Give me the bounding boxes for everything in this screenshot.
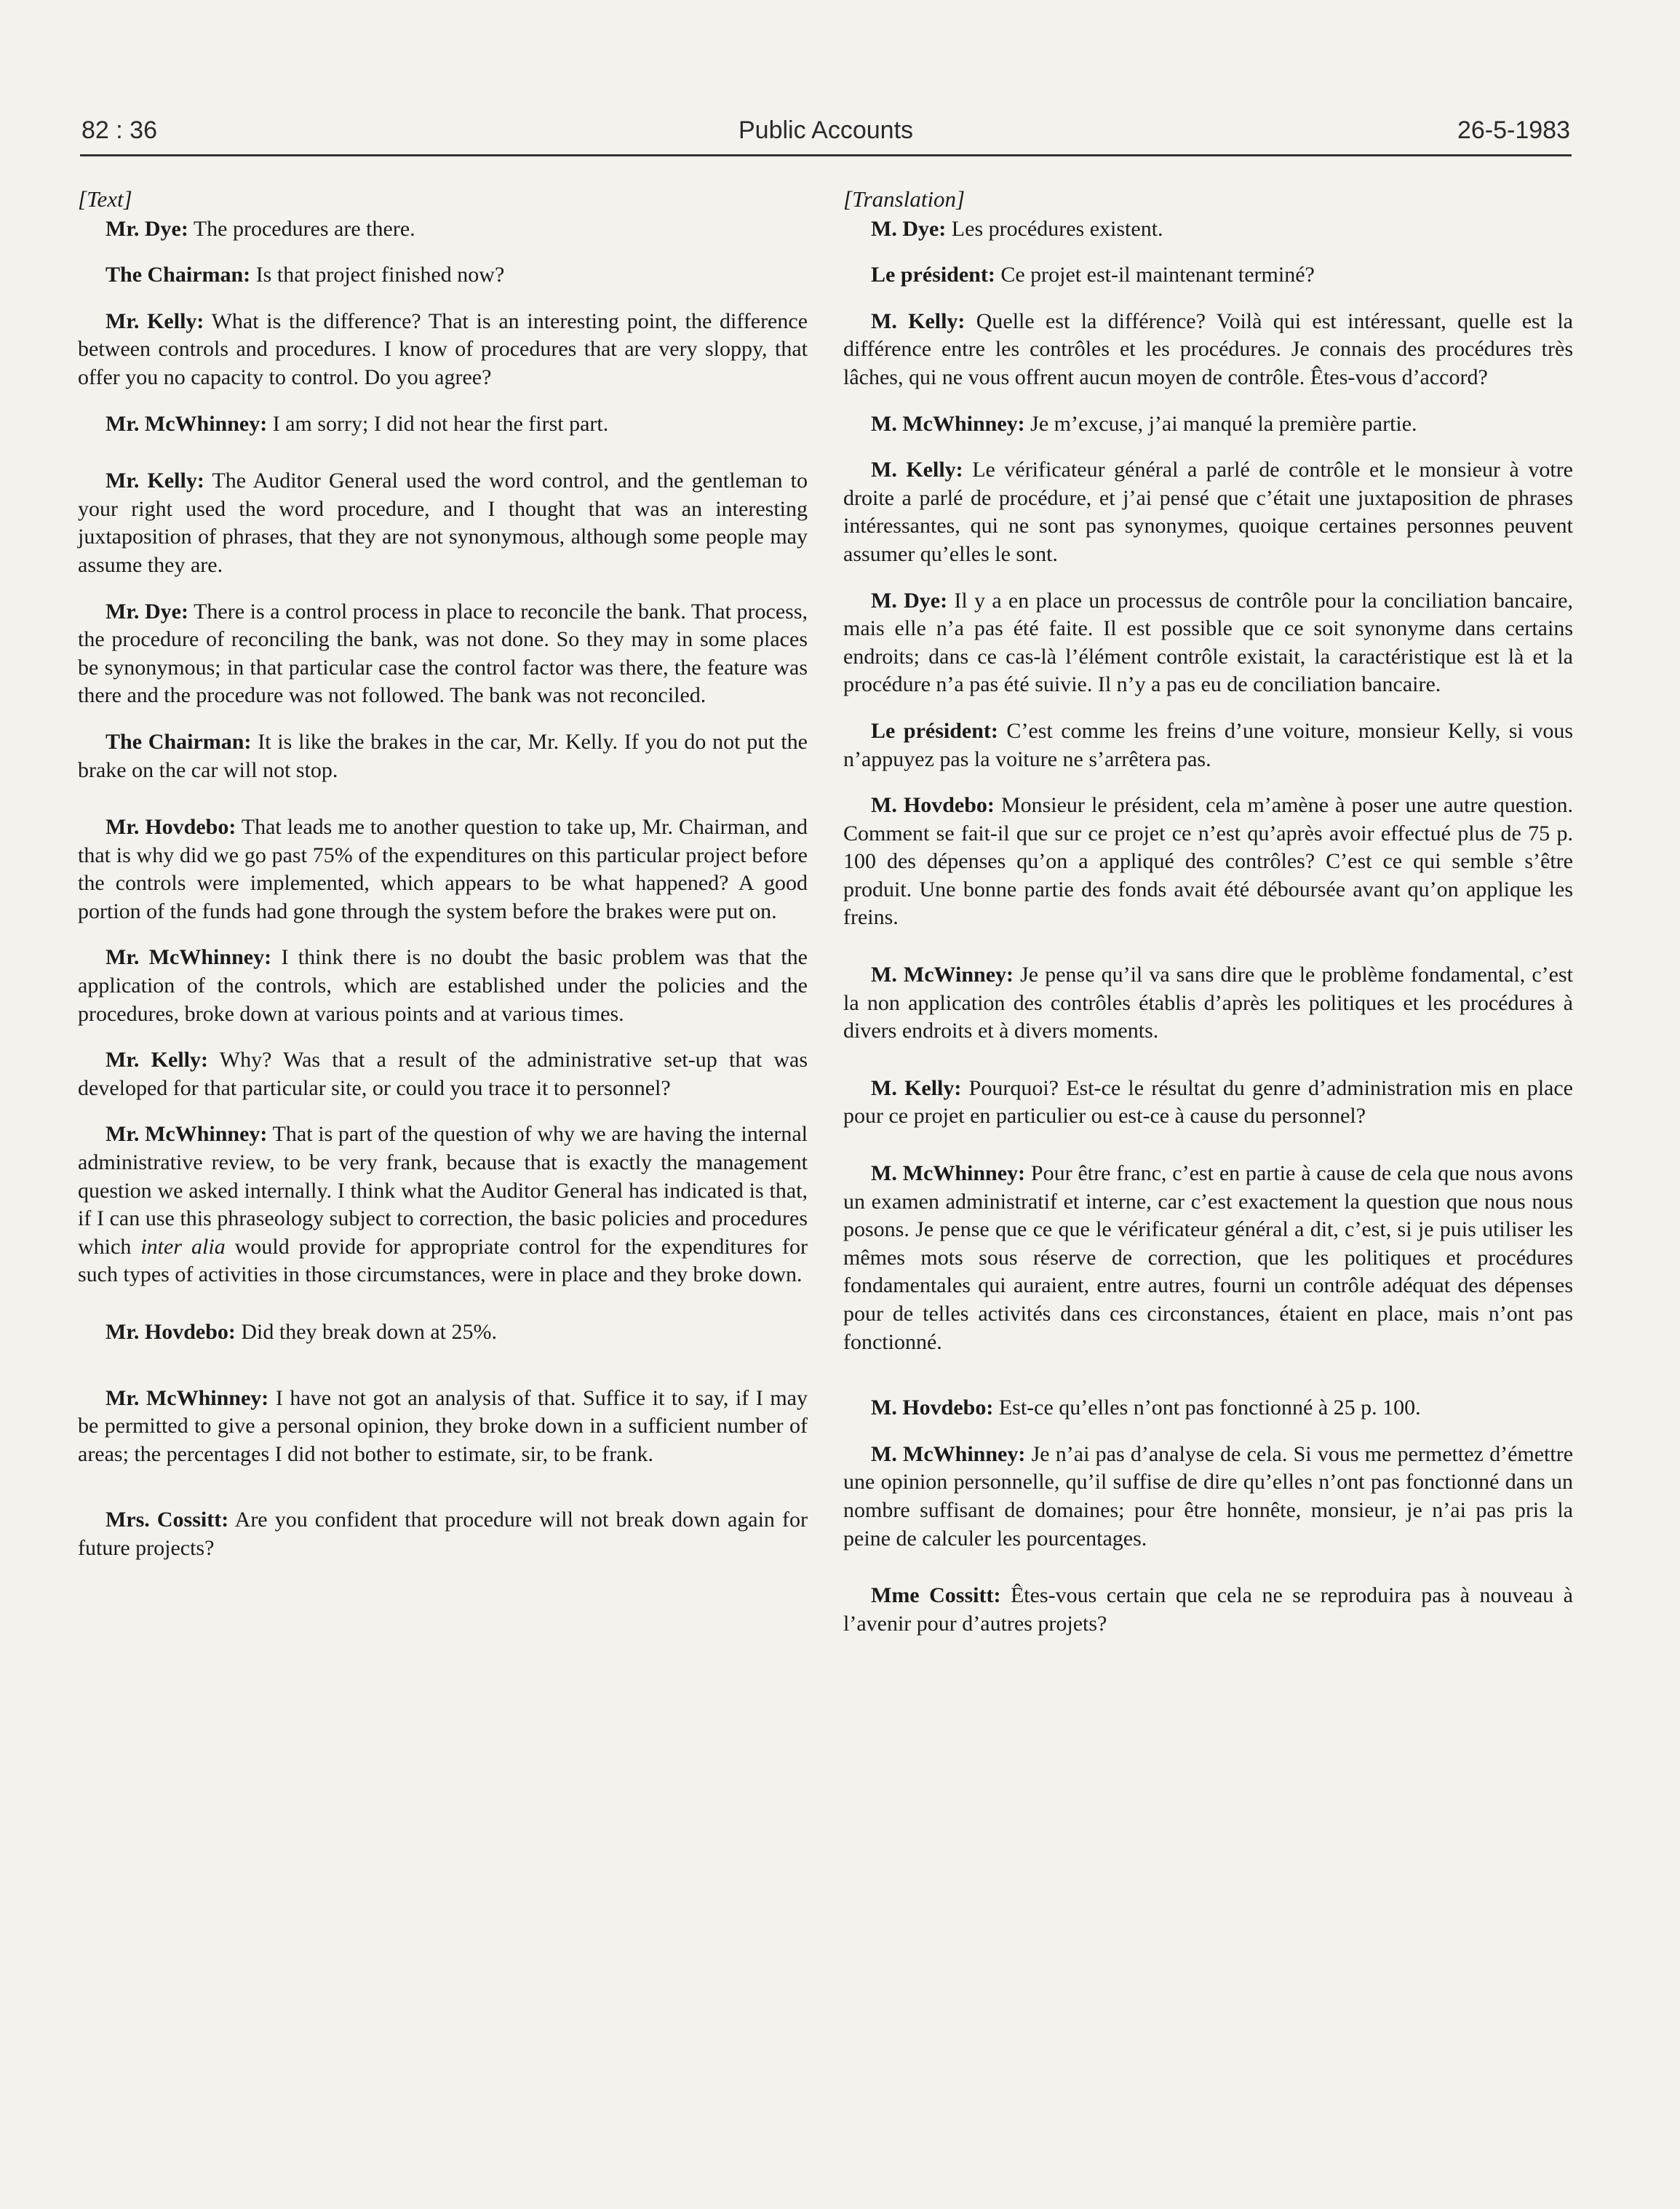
- speech-text: Is that project finished now?: [250, 263, 505, 287]
- speech-text: Monsieur le président, cela m’amène à poser une autre question. Comment se fait-il que sur ce projet ce n’est qu’après avoir effectué plus de 75 p. 100 des dépenses qu’on a appliqué des contrôles? C’est ce qui semble s’être produit. Une bonne partie des fonds avait été déboursée avant qu’on applique les freins.: [843, 793, 1573, 930]
- speaker-name: M. McWhinney:: [871, 1161, 1026, 1186]
- speaker-name: Mr. Dye:: [106, 599, 188, 624]
- speech-paragraph: [78, 598, 808, 710]
- speaker-name: Mr. McWhinney:: [106, 1122, 268, 1147]
- speaker-name: Mr. McWhinney:: [106, 411, 268, 436]
- speech-paragraph: [78, 1385, 808, 1469]
- speaker-name: Mr. Dye:: [106, 216, 188, 241]
- speech-text: That leads me to another question to take up, Mr. Chairman, and that is why did we go past 75% of the expenditures on this particular project before the controls were implemented, which appears to be what happened? A good portion of the funds had gone through the system before the brakes were put on.: [78, 815, 808, 923]
- speech-paragraph: [843, 215, 1573, 244]
- speech-paragraph: [78, 1506, 808, 1562]
- speech-paragraph: [843, 456, 1573, 568]
- speech-text: Why? Was that a result of the administrative set-up that was developed for that particular site, or could you trace it to personnel?: [78, 1048, 808, 1100]
- speaker-name: The Chairman:: [106, 263, 251, 287]
- running-title: Public Accounts: [738, 116, 914, 144]
- speech-text: Did they break down at 25%.: [235, 1320, 497, 1344]
- speaker-name: M. Dye:: [871, 588, 948, 613]
- speech-text: Je n’ai pas d’analyse de cela. Si vous me permettez d’émettre une opinion personnelle, qu’il suffise de dire qu’elles n’ont pas fonctionné dans un nombre suffisant de domaines; pour être honnête, monsieur, je n’ai pas pris la peine de calculer les pourcentages.: [843, 1441, 1574, 1551]
- speech-text: The Auditor General used the word control, and the gentleman to your right used the word procedure, and I thought that was an interesting juxtaposition of phrases, that they are not synonymous, although some people may assume they are.: [78, 469, 808, 577]
- speech-paragraph: [843, 1582, 1573, 1638]
- speech-text: Pour être franc, c’est en partie à cause de cela que nous avons un examen administratif et interne, car c’est exactement la question que nous nous posons. Je pense que ce que le vérificateur général a dit, c’est, si je puis utiliser les mêmes mots sous réserve de correction, que les politiques et procédures fondamentales qui auraient, entre autres, fourni un contrôle adéquat des dépenses pour de telles activités dans ces circonstances, étaient en place, mais n’ont pas fonctionné.: [843, 1161, 1574, 1354]
- speaker-name: M. Kelly:: [871, 458, 963, 482]
- speech-text: I think there is no doubt the basic problem was that the application of the controls, which are established under the policies and the procedures, broke down at various points and at various times.: [78, 945, 808, 1026]
- speech-text: There is a control process in place to reconcile the bank. That process, the procedure of reconciling the bank, was not done. So they may in some places be synonymous; in that particular case the control factor was there, the feature was there and the procedure was not followed. The bank was not reconciled.: [78, 599, 808, 708]
- speaker-name: Mr. Kelly:: [106, 469, 204, 493]
- speech-paragraph: [78, 410, 808, 439]
- speaker-name: M. McWhinney:: [871, 1441, 1026, 1466]
- speech-paragraph: [78, 1046, 808, 1102]
- speech-paragraph: [78, 261, 808, 290]
- speech-text: It is like the brakes in the car, Mr. Kelly. If you do not put the brake on the car will not stop.: [78, 729, 808, 782]
- speech-paragraph: [843, 961, 1573, 1046]
- speaker-name: M. Hovdebo:: [871, 793, 995, 818]
- speaker-name: Mr. Hovdebo:: [106, 815, 236, 840]
- column-tag: [Translation]: [843, 186, 966, 212]
- speech-paragraph: [843, 308, 1573, 392]
- speaker-name: The Chairman:: [106, 729, 252, 754]
- speech-paragraph: [843, 261, 1573, 290]
- english-column: [78, 186, 808, 1581]
- speaker-name: M. McWinney:: [871, 963, 1014, 987]
- page-number: 82 : 36: [81, 116, 157, 144]
- latin-phrase: inter alia: [140, 1234, 226, 1259]
- speech-text: Êtes-vous certain que cela ne se reproduira pas à nouveau à l’avenir pour d’autres projets?: [843, 1583, 1573, 1636]
- speech-text: Pourquoi? Est-ce le résultat du genre d’administration mis en place pour ce projet en particulier ou est-ce à cause du personnel?: [843, 1075, 1573, 1129]
- speech-text: Ce projet est-il maintenant terminé?: [995, 263, 1315, 287]
- speech-text: Are you confident that procedure will not break down again for future projects?: [78, 1508, 808, 1560]
- speech-paragraph: [78, 944, 808, 1028]
- speaker-name: Mme Cossitt:: [871, 1583, 1001, 1608]
- speaker-name: M. Kelly:: [871, 1075, 962, 1100]
- speaker-name: M. Dye:: [871, 216, 947, 241]
- speech-paragraph: [843, 1441, 1573, 1553]
- page-date: 26-5-1983: [1457, 116, 1570, 144]
- speech-paragraph: [843, 1394, 1573, 1422]
- speech-paragraph: [843, 717, 1573, 773]
- speaker-name: Mr. Hovdebo:: [106, 1320, 236, 1344]
- speech-text: Quelle est la différence? Voilà qui est intéressant, quelle est la différence entre les contrôles et les procédures. Je connais des procédures très lâches, qui ne vous offrent aucun moyen de contrôle. Êtes-vous d’accord?: [843, 309, 1573, 389]
- speech-paragraph: [843, 410, 1573, 439]
- speech-text: C’est comme les freins d’une voiture, monsieur Kelly, si vous n’appuyez pas la voiture ne s’arrêtera pas.: [843, 718, 1573, 771]
- speech-paragraph: [78, 215, 808, 244]
- speech-paragraph: [78, 1121, 808, 1289]
- speech-paragraph: [78, 308, 808, 392]
- speech-text: Il y a en place un processus de contrôle pour la conciliation bancaire, mais elle n’a pas été faite. Il est possible que ce soit synonyme dans certains endroits; dans ce cas-là l’élément contrôle existait, la caractéristique est là et la procédure n’a pas été suivie. Il n’y a pas eu de conciliation bancaire.: [843, 588, 1573, 697]
- speech-text: I am sorry; I did not hear the first part.: [267, 411, 609, 436]
- speech-paragraph: [843, 792, 1573, 932]
- speech-paragraph: [843, 1075, 1573, 1131]
- speech-text: Le vérificateur général a parlé de contrôle et le monsieur à votre droite a parlé de procédure, et j’ai pensé que c’était une juxtaposition de phrases intéressantes, qui ne sont pas synonymes, quoique certaines personnes peuvent assumer qu’elles le sont.: [843, 458, 1573, 566]
- speech-paragraph: [843, 1160, 1573, 1356]
- speaker-name: Mr. Kelly:: [106, 1048, 208, 1072]
- speaker-name: Le président:: [871, 718, 998, 743]
- speech-paragraph: [843, 587, 1573, 699]
- speaker-name: Mr. McWhinney:: [106, 1385, 269, 1410]
- speaker-name: Mr. McWhinney:: [106, 945, 272, 970]
- speaker-name: Le président:: [871, 263, 995, 287]
- speech-paragraph: [78, 813, 808, 926]
- speech-paragraph: [78, 1318, 808, 1347]
- header-rule: [80, 154, 1572, 156]
- speech-paragraph: [78, 467, 808, 579]
- speech-text: What is the difference? That is an interesting point, the difference between controls and procedures. I know of procedures that are very sloppy, that offer you no capacity to control. Do you agree?: [78, 309, 808, 389]
- speech-text: Les procédures existent.: [946, 216, 1163, 241]
- speech-text-continued: would provide for appropriate control for the expenditures for such types of activities in those circumstances, were in place and they broke down.: [78, 1234, 808, 1287]
- speech-text: Je m’excuse, j’ai manqué la première partie.: [1024, 411, 1417, 436]
- speech-text: That is part of the question of why we are having the internal administrative review, to be very frank, because that is exactly the management question we asked internally. I think what the Auditor General has indicated is that, if I can use this phraseology subject to correction, the basic policies and procedures which: [78, 1122, 808, 1259]
- speaker-name: Mrs. Cossitt:: [106, 1508, 229, 1532]
- speaker-name: Mr. Kelly:: [106, 309, 204, 333]
- speech-paragraph: [78, 728, 808, 784]
- french-column: [843, 186, 1573, 1656]
- speaker-name: M. McWhinney:: [871, 411, 1025, 436]
- speech-text: Je pense qu’il va sans dire que le problème fondamental, c’est la non application des contrôles établis d’après les politiques et les procédures à divers endroits et à divers moments.: [843, 963, 1573, 1043]
- column-tag: [Text]: [78, 186, 132, 212]
- speech-text: I have not got an analysis of that. Suffice it to say, if I may be permitted to give a personal opinion, they broke down in a sufficient number of areas; the percentages I did not bother to estimate, sir, to be frank.: [78, 1385, 808, 1466]
- speech-text: The procedures are there.: [188, 216, 415, 241]
- speaker-name: M. Kelly:: [871, 309, 966, 333]
- page-header: [81, 116, 1570, 154]
- speech-text: Est-ce qu’elles n’ont pas fonctionné à 25 p. 100.: [993, 1396, 1421, 1420]
- speaker-name: M. Hovdebo:: [871, 1396, 994, 1420]
